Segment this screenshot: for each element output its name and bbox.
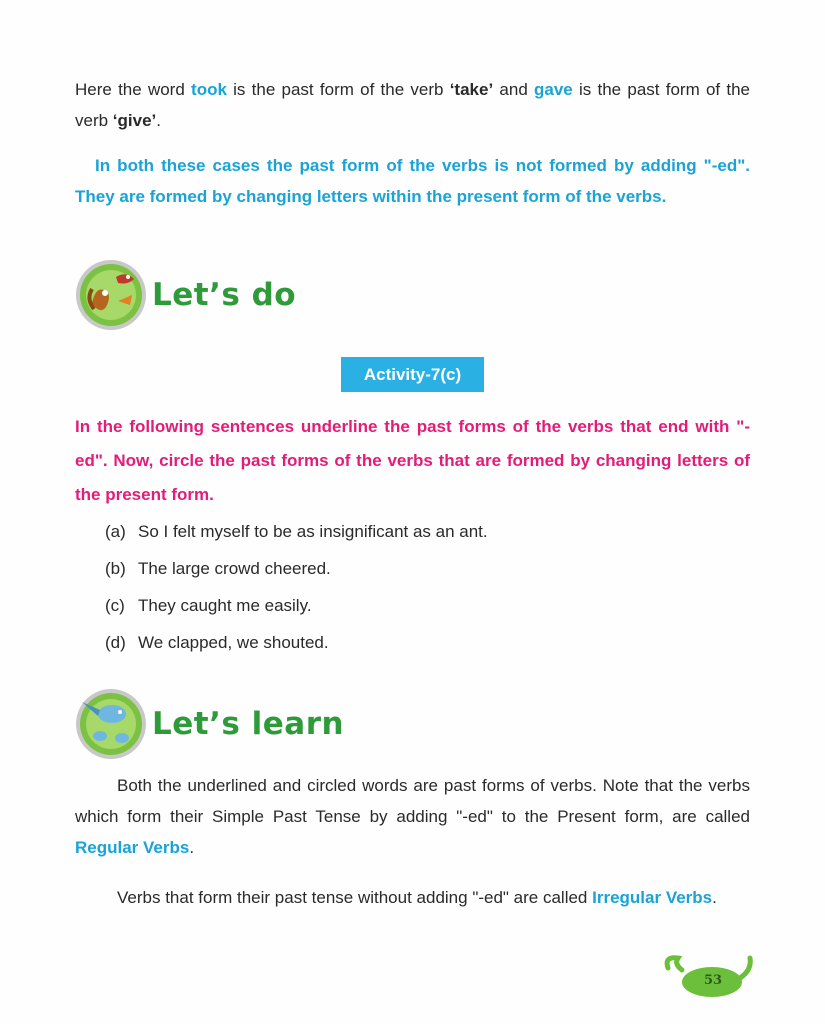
- item-text: So I felt myself to be as insignificant as an ant.: [138, 522, 488, 541]
- lets-do-title: Let’s do: [152, 277, 297, 313]
- item-text: They caught me easily.: [138, 596, 312, 615]
- term-irregular-verbs: Irregular Verbs: [592, 888, 713, 907]
- page-number: 53: [703, 973, 723, 988]
- learn-paragraph-2: [75, 882, 750, 913]
- lets-learn-heading: [72, 684, 372, 764]
- item-marker: (a): [105, 522, 126, 541]
- intro-text: Here the word: [75, 80, 192, 99]
- learn-text: .: [189, 838, 195, 857]
- intro-paragraph: [75, 74, 750, 136]
- page-number-badge: [660, 950, 760, 1000]
- item-text: The large crowd cheered.: [138, 559, 331, 578]
- intro-text: and: [493, 80, 535, 99]
- sentence-list: [105, 522, 488, 670]
- word-take: ‘take’: [449, 80, 494, 99]
- item-text: We clapped, we shouted.: [138, 633, 329, 652]
- list-item: [105, 633, 488, 670]
- learn-text: Verbs that form their past tense without adding "-ed" are called: [117, 888, 593, 907]
- lets-learn-title: Let’s learn: [152, 706, 345, 742]
- squirrel-and-bird-icon: [72, 255, 150, 333]
- word-gave: gave: [534, 80, 573, 99]
- item-marker: (d): [105, 633, 126, 652]
- intro-text: is the past form of the verb: [75, 80, 751, 130]
- learn-paragraph-1: [75, 770, 750, 863]
- intro-text: is the past form of the verb: [226, 80, 450, 99]
- callout-note: In both these cases the past form of the verbs is not formed by adding "-ed". They are formed by changing letters within the present form of the verbs.: [75, 156, 750, 206]
- term-regular-verbs: Regular Verbs: [75, 838, 190, 857]
- item-marker: (b): [105, 559, 126, 578]
- intro-text: .: [156, 111, 161, 130]
- word-took: took: [191, 80, 227, 99]
- word-give: ‘give’: [112, 111, 157, 130]
- activity-instruction: In the following sentences underline the past forms of the verbs that end with "-ed". Now, circle the past forms of the verbs that are formed by changing letters of the present form.: [75, 417, 750, 504]
- learn-text: Both the underlined and circled words are past forms of verbs. Note that the verbs which form their Simple Past Tense by adding "-ed" to the Present form, are called: [75, 776, 750, 826]
- lets-do-heading: [72, 255, 372, 335]
- item-marker: (c): [105, 596, 125, 615]
- activity-label: Activity-7(c): [341, 357, 484, 392]
- list-item: [105, 522, 488, 559]
- birds-icon: [72, 684, 150, 762]
- learn-text: .: [712, 888, 717, 907]
- list-item: [105, 596, 488, 633]
- list-item: [105, 559, 488, 596]
